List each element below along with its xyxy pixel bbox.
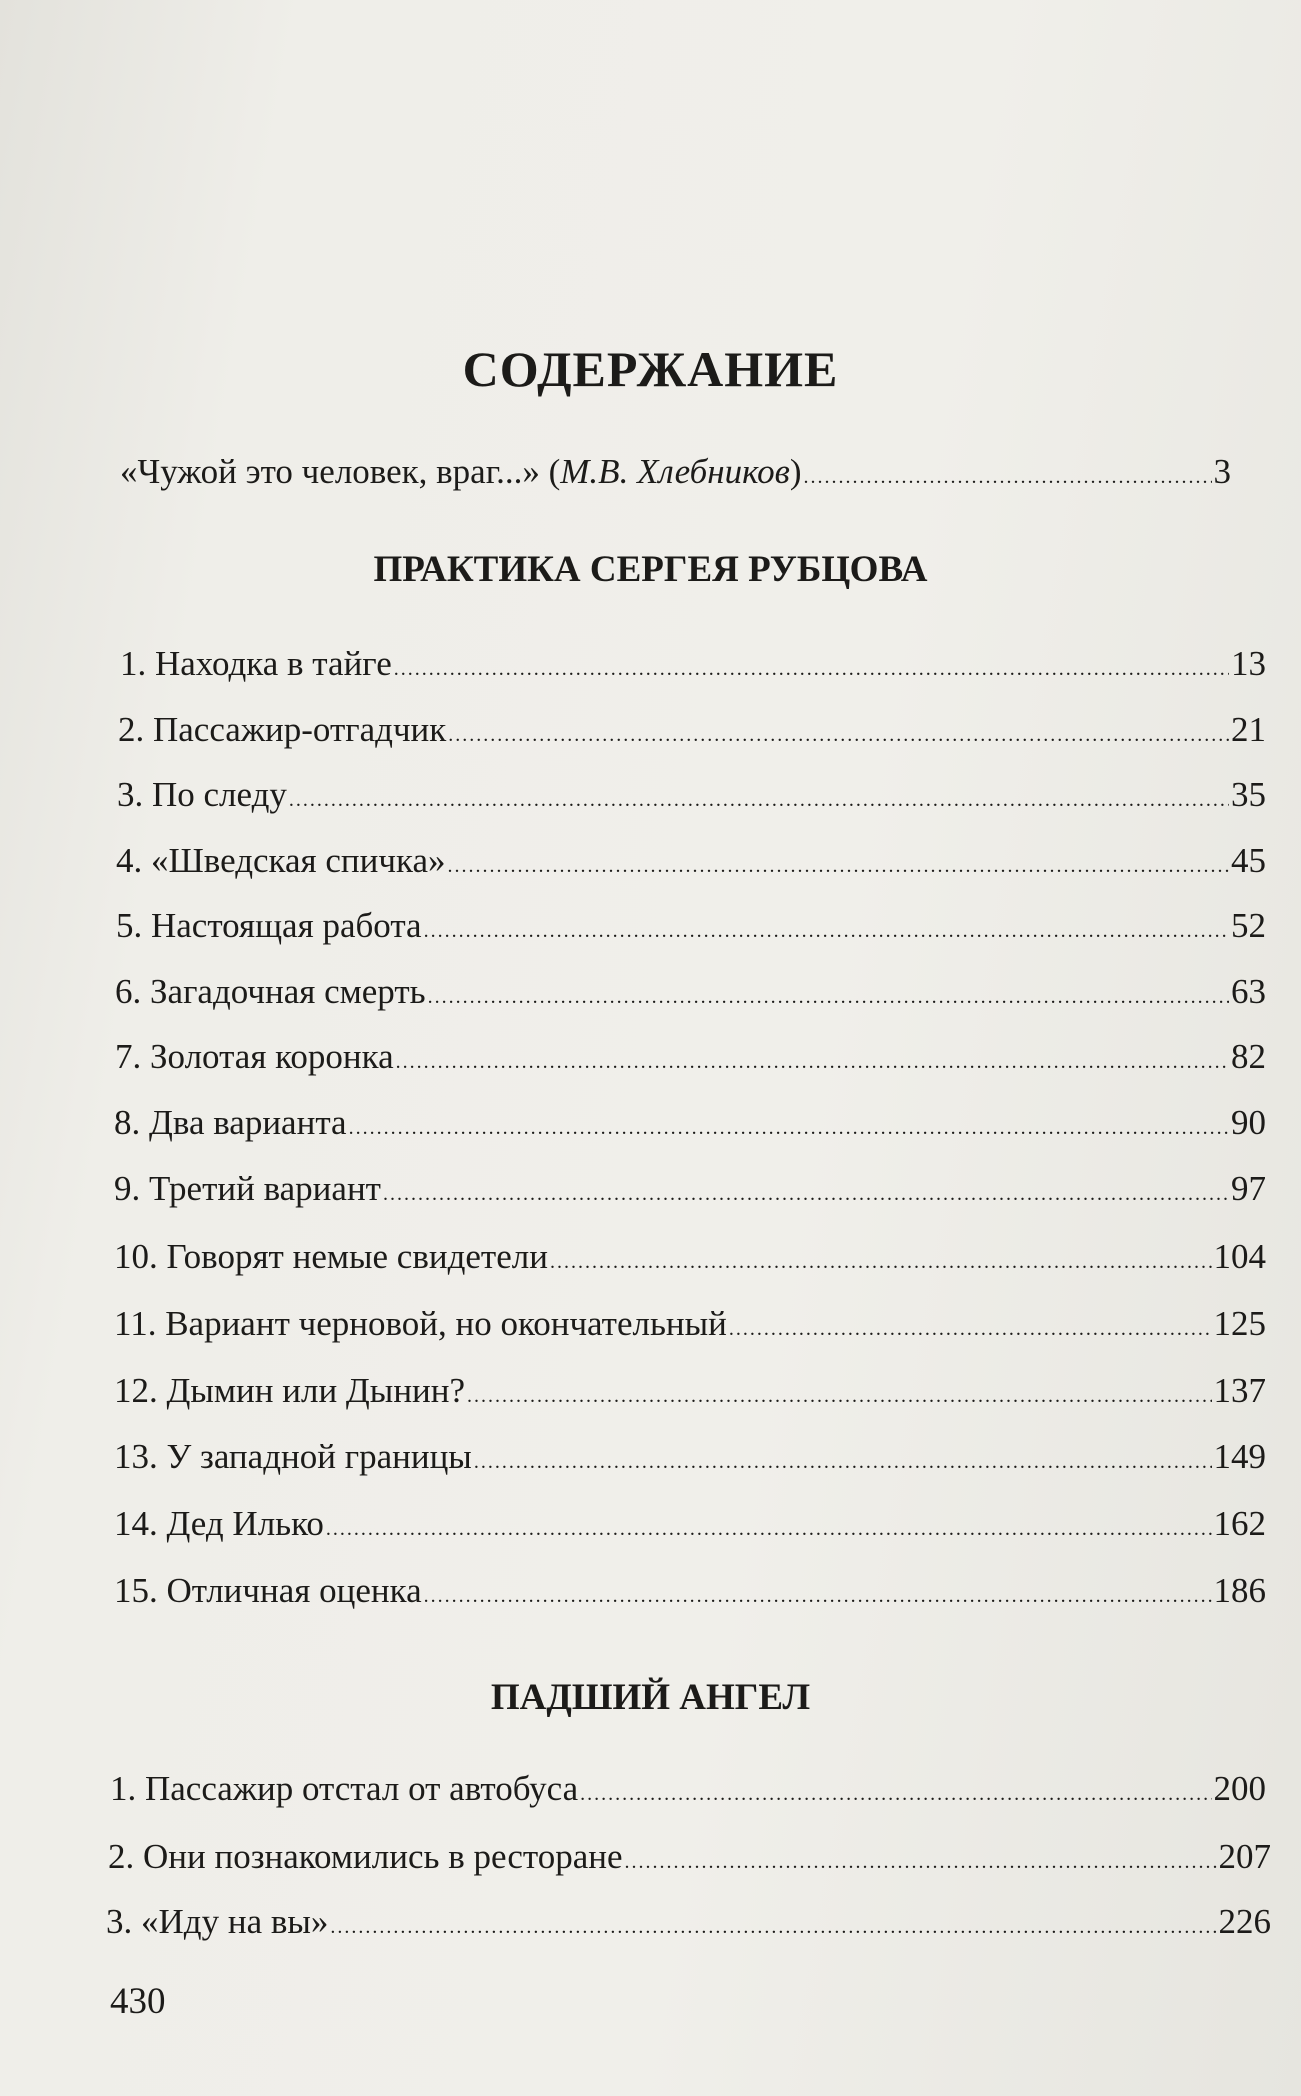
toc-entry-label: 11. Вариант черновой, но окончательный <box>114 1304 727 1343</box>
toc-entry-author: М.В. Хлебников <box>560 452 790 491</box>
leader-dots <box>424 909 1229 953</box>
leader-dots <box>424 1574 1212 1618</box>
leader-dots <box>448 713 1229 757</box>
toc-entry <box>120 642 1266 686</box>
page-number: 430 <box>110 1981 166 2022</box>
leader-dots <box>467 1374 1211 1418</box>
toc-entry <box>117 773 1266 817</box>
toc-entry-label: 3. «Иду на вы» <box>106 1902 329 1941</box>
toc-entry-page: 90 <box>1231 1103 1266 1142</box>
toc-entry-page: 35 <box>1231 775 1266 814</box>
toc-entry-label: 15. Отличная оценка <box>114 1571 422 1610</box>
toc-entry-label: 8. Два варианта <box>114 1103 347 1142</box>
toc-entry-page: 21 <box>1231 710 1266 749</box>
leader-dots <box>474 1440 1212 1484</box>
toc-entry-label: 5. Настоящая работа <box>116 906 422 945</box>
leader-dots <box>383 1172 1229 1216</box>
toc-entry <box>114 1101 1266 1145</box>
leader-dots <box>625 1840 1217 1884</box>
toc-entry <box>114 1235 1266 1279</box>
toc-entry-label: 6. Загадочная смерть <box>115 972 426 1011</box>
leader-dots <box>804 455 1212 499</box>
toc-entry-intro <box>120 450 1231 494</box>
toc-entry-label: 9. Третий вариант <box>114 1169 381 1208</box>
toc-entry <box>116 839 1266 883</box>
bleed-through-texture <box>110 60 1270 108</box>
toc-entry <box>115 970 1266 1014</box>
toc-entry-label: 12. Дымин или Дынин? <box>114 1371 466 1410</box>
toc-entry <box>114 1502 1266 1546</box>
toc-entry-page: 52 <box>1231 906 1266 945</box>
toc-entry <box>115 1035 1266 1079</box>
leader-dots <box>729 1307 1212 1351</box>
toc-entry-page: 186 <box>1213 1571 1266 1610</box>
section-heading: ПАДШИЙ АНГЕЛ <box>490 1677 811 1718</box>
toc-entry <box>114 1167 1266 1211</box>
toc-entry-label: 2. Пассажир-отгадчик <box>118 710 447 749</box>
leader-dots <box>428 975 1229 1019</box>
toc-entry <box>114 1302 1266 1346</box>
leader-dots <box>394 647 1229 691</box>
toc-entry-label: 1. Пассажир отстал от автобуса <box>110 1769 579 1808</box>
toc-entry-label: 2. Они познакомились в ресторане <box>108 1837 623 1876</box>
toc-entry-page: 200 <box>1213 1769 1266 1808</box>
leader-dots <box>580 1772 1211 1816</box>
toc-entry-page: 97 <box>1231 1169 1266 1208</box>
toc-entry <box>114 1569 1266 1613</box>
toc-entry-page: 137 <box>1213 1371 1266 1410</box>
leader-dots <box>289 778 1229 822</box>
toc-entry <box>114 1435 1266 1479</box>
toc-entry-page: 82 <box>1231 1037 1266 1076</box>
toc-entry-label: «Чужой это человек, враг...» (М.В. Хлебников) <box>120 452 802 491</box>
toc-entry-label: 4. «Шведская спичка» <box>116 841 446 880</box>
toc-entry-page: 149 <box>1213 1437 1266 1476</box>
toc-entry-page: 45 <box>1231 841 1266 880</box>
toc-entry-page: 13 <box>1231 644 1266 683</box>
toc-entry-label: 7. Золотая коронка <box>115 1037 394 1076</box>
leader-dots <box>326 1507 1212 1551</box>
toc-entry <box>118 708 1266 752</box>
leader-dots <box>550 1240 1212 1284</box>
leader-dots <box>448 844 1229 888</box>
leader-dots <box>349 1106 1229 1150</box>
toc-entry-page: 207 <box>1218 1837 1271 1876</box>
leader-dots <box>396 1040 1229 1084</box>
toc-entry <box>110 1767 1266 1811</box>
leader-dots <box>330 1905 1216 1949</box>
toc-entry <box>114 1369 1266 1413</box>
toc-entry-page: 3 <box>1213 452 1231 491</box>
toc-entry-page: 63 <box>1231 972 1266 1011</box>
toc-entry-page: 226 <box>1218 1902 1271 1941</box>
section-heading: ПРАКТИКА СЕРГЕЯ РУБЦОВА <box>373 549 928 590</box>
toc-entry-label: 14. Дед Илько <box>114 1504 324 1543</box>
toc-entry-page: 125 <box>1213 1304 1266 1343</box>
toc-entry <box>116 904 1266 948</box>
toc-entry-label: 10. Говорят немые свидетели <box>114 1237 548 1276</box>
toc-entry-label: 1. Находка в тайге <box>120 644 392 683</box>
toc-entry-page: 162 <box>1213 1504 1266 1543</box>
toc-entry-label: 13. У западной границы <box>114 1437 472 1476</box>
toc-entry <box>106 1900 1271 1944</box>
toc-entry <box>108 1835 1271 1879</box>
page-title: СОДЕРЖАНИЕ <box>462 341 839 397</box>
toc-entry-page: 104 <box>1213 1237 1266 1276</box>
toc-entry-label: 3. По следу <box>117 775 287 814</box>
